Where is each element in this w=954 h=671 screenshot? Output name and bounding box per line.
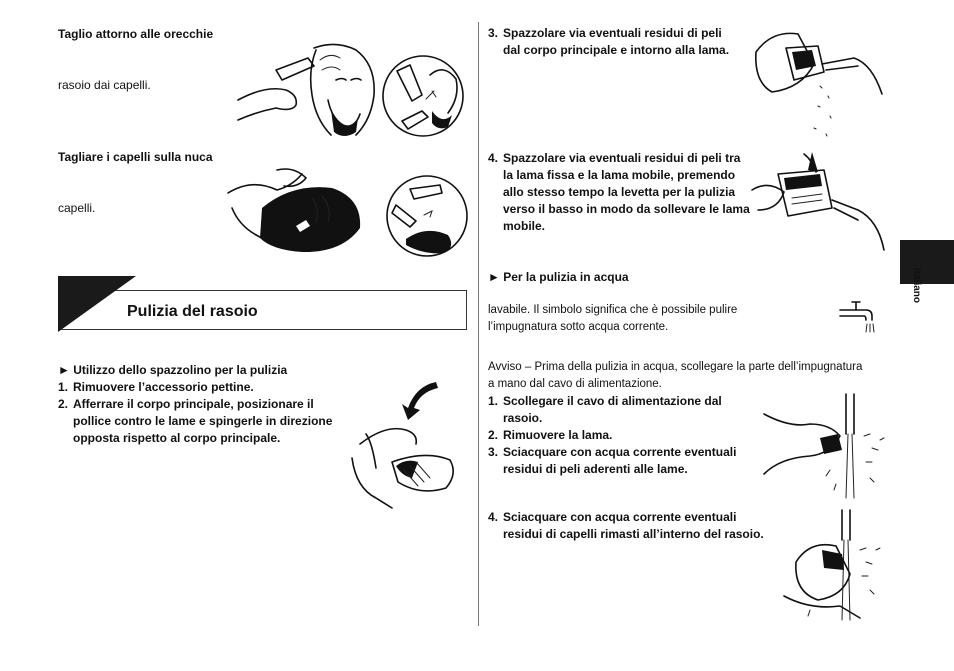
nape-trim-illustration (222, 168, 372, 256)
list-item: 2. Rimuovere la lama. (488, 428, 613, 442)
water-text-line2: l’impugnatura sotto acqua corrente. (488, 321, 669, 333)
rinse-steps-list (488, 393, 756, 478)
rinse-steps-continued (488, 509, 764, 543)
list-item: 3. Sciacquare con acqua corrente eventuali residui di peli aderenti alle lame. (488, 445, 737, 476)
list-item: 3. Spazzolare via eventuali residui di peli dal corpo principale e intorno alla lama. (488, 26, 730, 57)
text-nape-trim: capelli. (58, 201, 96, 215)
remove-blade-illustration (346, 378, 466, 508)
trimmer-angle-detail-illustration (382, 55, 464, 137)
water-text-line1: lavabile. Il simbolo significa che è possibile pulire (488, 304, 738, 316)
list-item: 4. Spazzolare via eventuali residui di peli tra la lama fissa e la lama mobile, premendo allo stesso tempo la levetta per la pulizia verso il basso in modo da sollevare le lama mobile. (488, 151, 750, 233)
lever-steps-list (488, 150, 750, 235)
brush-cleaning-heading: ► Utilizzo dello spazzolino per la pulizia (58, 363, 288, 377)
trimmer-nape-detail-illustration (386, 175, 468, 257)
brush-body-illustration (742, 24, 887, 144)
section-triangle-decoration (58, 276, 138, 332)
text-ear-trim: rasoio dai capelli. (58, 78, 151, 92)
column-divider (478, 22, 479, 626)
list-item: 4. Sciacquare con acqua corrente eventuali residui di capelli rimasti all’interno del rasoio. (488, 510, 764, 541)
heading-ear-trim: Taglio attorno alle orecchie (58, 27, 214, 41)
faucet-icon (838, 298, 878, 334)
water-cleaning-heading: ► Per la pulizia in acqua (488, 270, 629, 284)
heading-nape-trim: Tagliare i capelli sulla nuca (58, 150, 213, 164)
warning-line2: a mano dal cavo di alimentazione. (488, 378, 662, 390)
list-item: 2. Afferrare il corpo principale, posizionare il pollice contro le lame e spingerle in direzione opposta rispetto al corpo principale. (58, 397, 333, 445)
language-tab-label: Italiano (911, 268, 922, 304)
brush-steps-list (58, 379, 348, 447)
warning-line1: Avviso – Prima della pulizia in acqua, scollegare la parte dell’impugnatura (488, 361, 863, 373)
list-item: 1. Rimuovere l’accessorio pettine. (58, 380, 254, 394)
rinse-body-illustration (780, 510, 890, 625)
brush-steps-continued (488, 25, 733, 59)
hair-trim-ear-illustration (236, 40, 376, 140)
brush-lever-illustration (748, 150, 893, 260)
section-title: Pulizia del rasoio (127, 303, 258, 320)
rinse-blade-illustration (760, 394, 890, 500)
list-item: 1. Scollegare il cavo di alimentazione dal rasoio. (488, 394, 722, 425)
